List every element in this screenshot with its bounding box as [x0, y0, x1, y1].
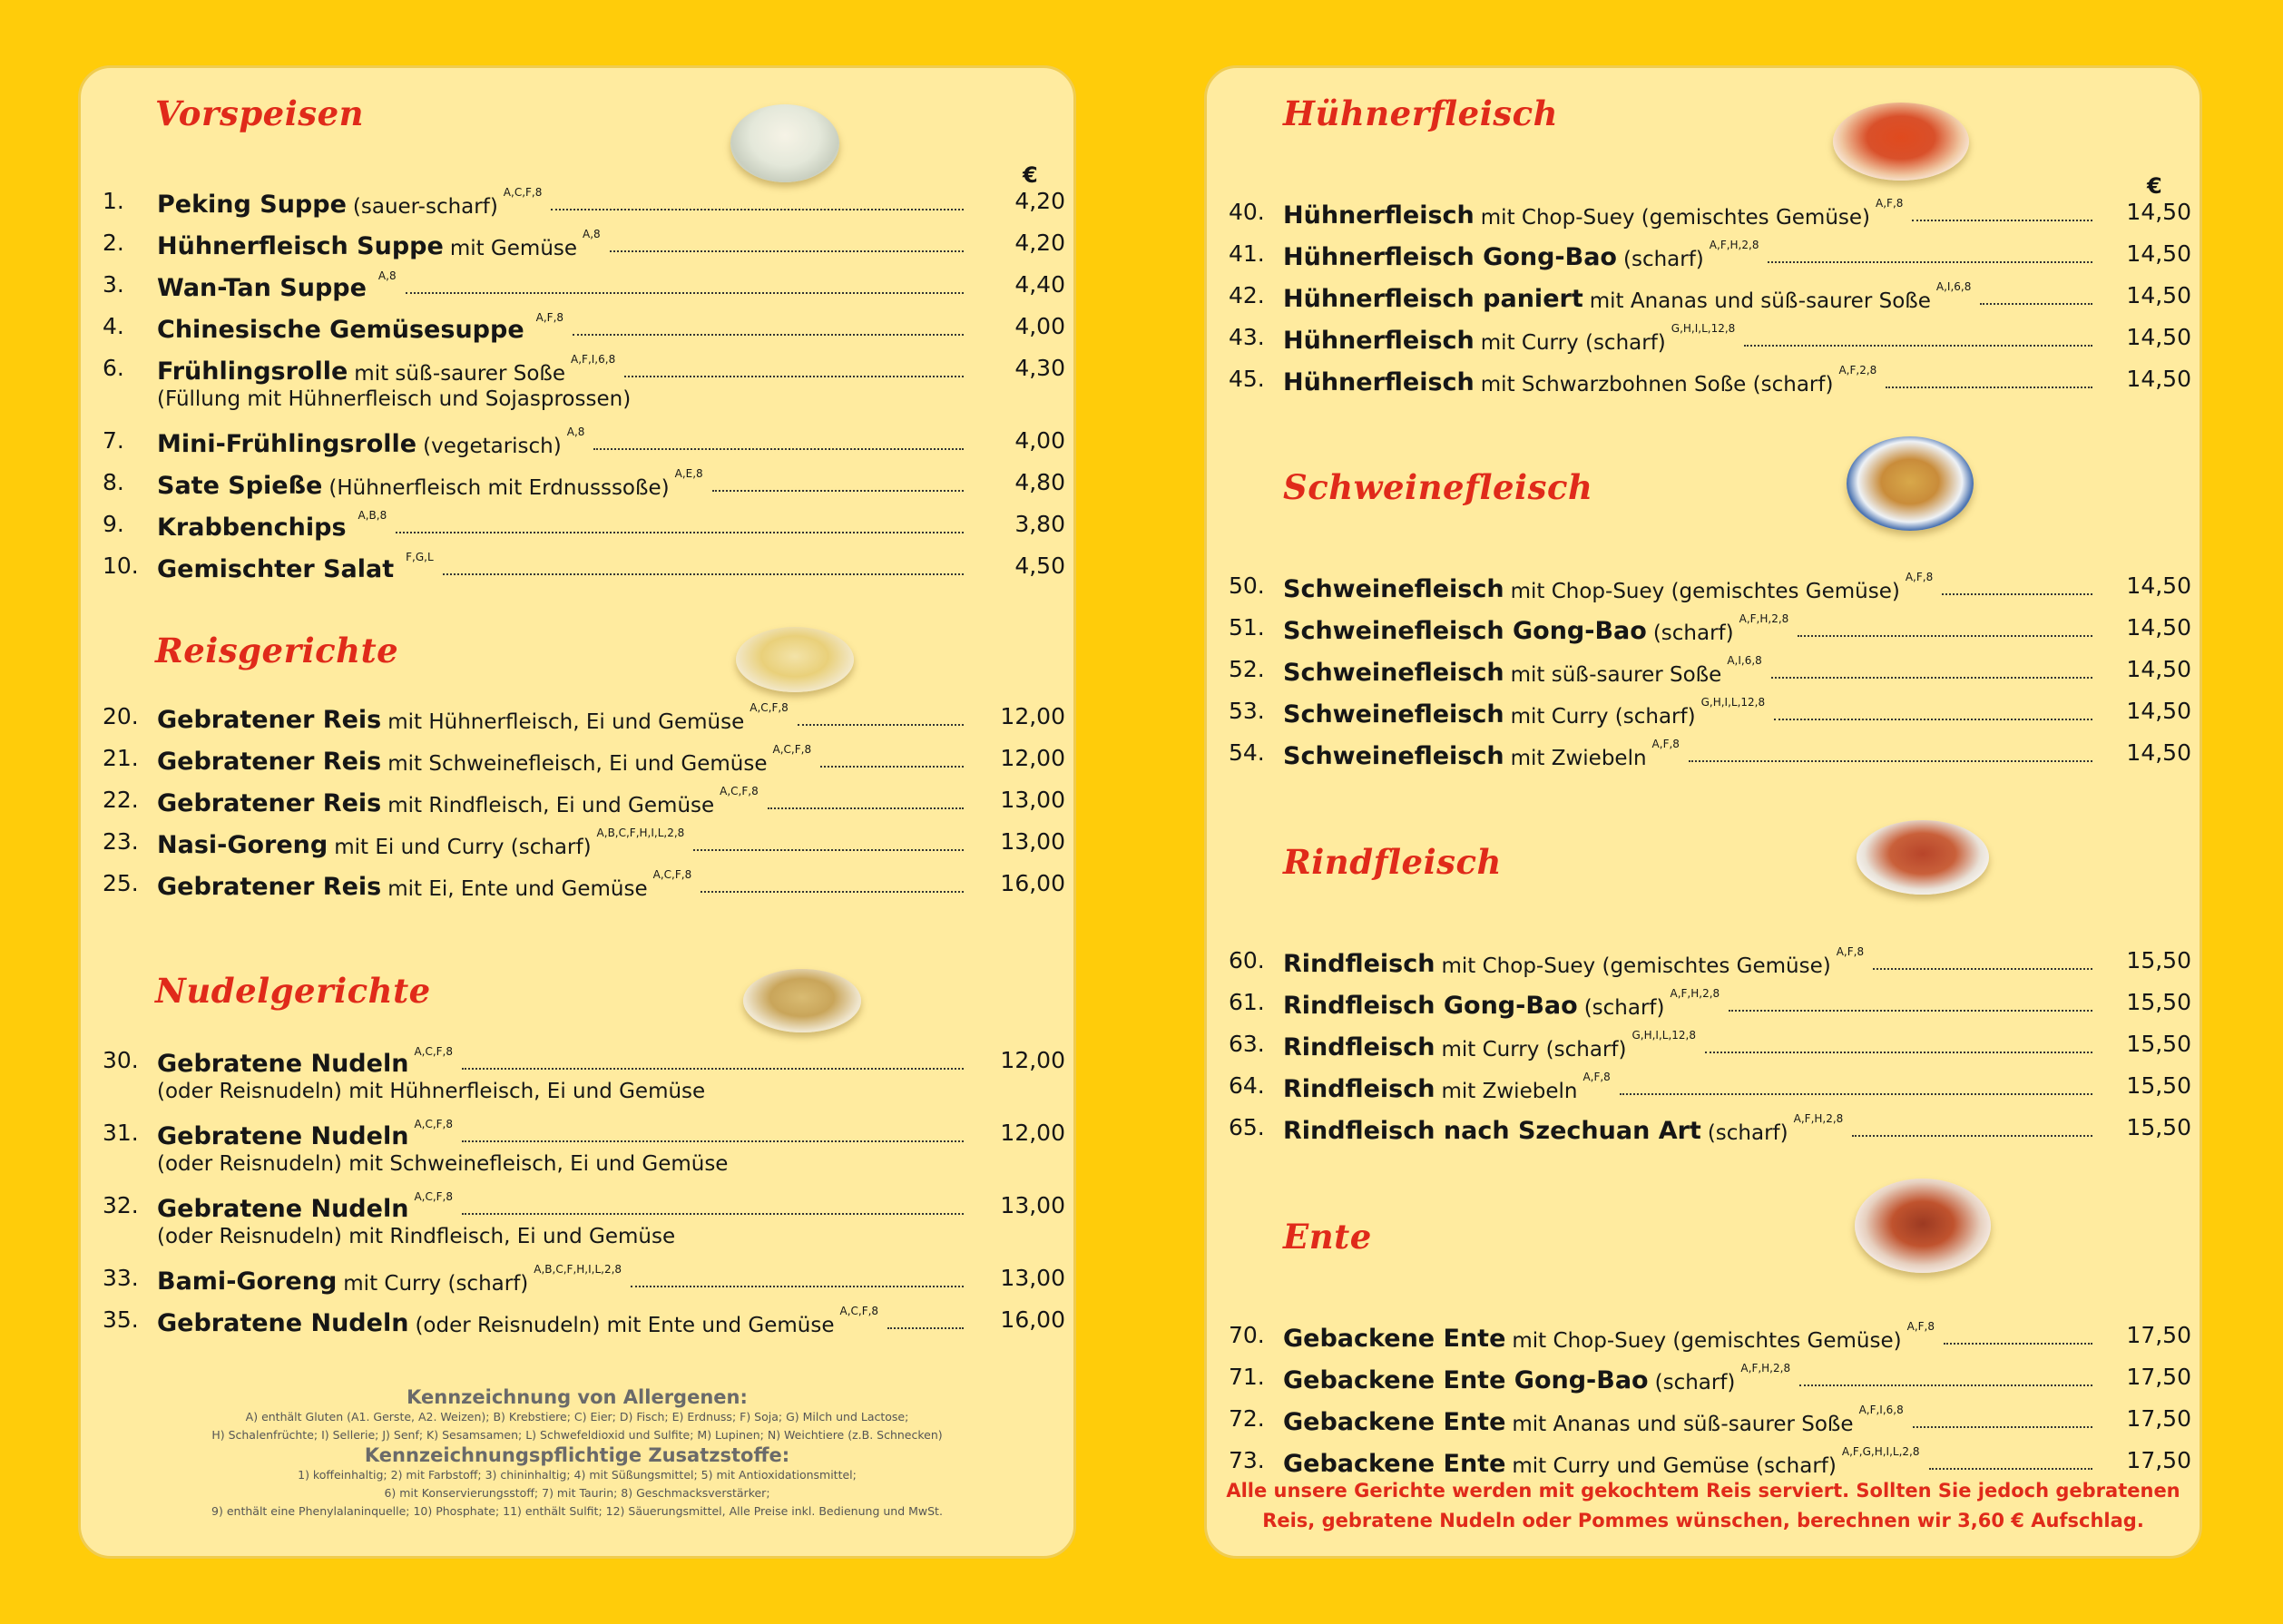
item-description: mit Hühnerfleisch, Ei und Gemüse: [387, 710, 745, 734]
item-name: Gebratene Nudeln: [157, 1309, 409, 1337]
rice-surcharge-note: [1207, 1476, 2200, 1536]
item-description: (scharf): [1652, 621, 1734, 645]
item-price: 12,00: [1000, 1120, 1065, 1146]
item-description: (Hühnerfleisch mit Erdnusssoße): [328, 476, 670, 500]
allergen-codes: G,H,I,L,12,8: [1700, 696, 1766, 709]
item-name: Rindfleisch: [1283, 1033, 1435, 1061]
item-name: Schweinefleisch: [1283, 575, 1504, 603]
allergen-codes: A,C,F,8: [652, 868, 692, 881]
item-number: 33.: [103, 1265, 139, 1291]
item-price: 12,00: [1000, 1047, 1065, 1073]
item-name: Gebackene Ente: [1283, 1325, 1506, 1353]
allergen-codes: A,F,I,6,8: [1858, 1404, 1904, 1416]
leader-dots: [1873, 968, 2092, 970]
item-price: 4,30: [1014, 355, 1065, 381]
item-price: 15,50: [2126, 947, 2191, 973]
item-price: 14,50: [2126, 572, 2191, 599]
allergen-codes: A,F,H,2,8: [1670, 987, 1720, 1000]
allergens-line: H) Schalenfrüchte; I) Sellerie; J) Senf; K) Sesamsamen; L) Schwefeldioxid und Sulfite; M) Lupinen; N) Weichtiere (z.B. Schnecken): [211, 1428, 943, 1442]
left-menu-panel: [78, 65, 1076, 1559]
item-name: Frühlingsrolle: [157, 357, 348, 386]
item-number: 25.: [103, 870, 139, 896]
item-price: 15,50: [2126, 1114, 2191, 1140]
leader-dots: [551, 209, 964, 210]
item-number: 3.: [103, 271, 124, 298]
item-price: 4,50: [1014, 553, 1065, 579]
leader-dots: [396, 532, 964, 533]
leader-dots: [462, 1213, 964, 1215]
menu-item: [1207, 567, 2200, 609]
item-name: Sate Spieße: [157, 472, 323, 500]
menu-item: [1207, 318, 2200, 360]
item-price: 15,50: [2126, 1072, 2191, 1099]
leader-dots: [1798, 635, 2092, 637]
leader-dots: [820, 766, 964, 768]
allergen-codes: A,F,G,H,I,L,2,8: [1841, 1445, 1920, 1458]
allergen-codes: A,F,H,2,8: [1740, 1362, 1791, 1375]
item-price: 14,50: [2126, 282, 2191, 308]
item-name: Peking Suppe: [157, 191, 347, 219]
item-name: Gebackene Ente: [1283, 1408, 1506, 1436]
allergen-codes: A,F,8: [1876, 197, 1904, 210]
item-price: 14,50: [2126, 614, 2191, 641]
item-name: Gebratene Nudeln: [157, 1122, 409, 1150]
menu-item: [81, 464, 1073, 505]
item-price: 17,50: [2126, 1322, 2191, 1348]
item-number: 45.: [1229, 366, 1265, 392]
leader-dots: [1913, 1426, 2092, 1428]
item-name: Gebratene Nudeln: [157, 1050, 409, 1078]
allergen-codes: A,F,8: [1651, 738, 1680, 750]
section-title: Nudelgerichte: [155, 971, 431, 1011]
item-list: [81, 1042, 1073, 1343]
note-line: Reis, gebratene Nudeln oder Pommes wünschen, berechnen wir 3,60 € Aufschlag.: [1262, 1510, 2144, 1531]
additives-heading: Kennzeichnungspflichtige Zusatzstoffe:: [364, 1444, 790, 1466]
allergens-heading: Kennzeichnung von Allergenen:: [407, 1386, 748, 1408]
leader-dots: [887, 1327, 964, 1329]
item-number: 52.: [1229, 656, 1265, 682]
leader-dots: [1729, 1010, 2092, 1012]
menu-item: [81, 266, 1073, 308]
item-price: 4,00: [1014, 313, 1065, 339]
item-price: 4,00: [1014, 427, 1065, 454]
item-name: Gebratene Nudeln: [157, 1195, 409, 1223]
allergen-codes: A,C,F,8: [414, 1045, 454, 1058]
item-description: (sauer-scharf): [352, 195, 498, 219]
item-description: mit Ananas und süß-saurer Soße: [1512, 1413, 1854, 1436]
item-description: (scharf): [1583, 996, 1665, 1020]
item-price: 17,50: [2126, 1405, 2191, 1432]
item-description: mit Ananas und süß-saurer Soße: [1589, 289, 1931, 313]
item-number: 35.: [103, 1306, 139, 1333]
menu-item: [1207, 360, 2200, 402]
right-menu-panel: [1204, 65, 2202, 1559]
item-name: Nasi-Goreng: [157, 831, 328, 859]
allergen-codes: A,F,H,2,8: [1739, 612, 1789, 625]
item-number: 21.: [103, 745, 139, 771]
item-price: 17,50: [2126, 1447, 2191, 1473]
section-title: Vorspeisen: [155, 93, 365, 133]
beef-dish-icon: [1857, 820, 1989, 895]
leader-dots: [1689, 760, 2092, 762]
item-subtext: (oder Reisnudeln) mit Schweinefleisch, Ei und Gemüse: [157, 1152, 729, 1176]
item-price: 14,50: [2126, 656, 2191, 682]
item-name: Gebackene Ente Gong-Bao: [1283, 1366, 1649, 1394]
additives-line: 6) mit Konservierungsstoff; 7) mit Taurin; 8) Geschmacksverstärker;: [384, 1486, 770, 1500]
item-name: Schweinefleisch: [1283, 742, 1504, 770]
leader-dots: [610, 250, 964, 252]
menu-item: [81, 182, 1073, 224]
item-name: Krabbenchips: [157, 514, 347, 542]
item-number: 71.: [1229, 1364, 1265, 1390]
item-description: mit Ei und Curry (scharf): [334, 836, 592, 859]
menu-item: [81, 865, 1073, 906]
item-description: mit Rindfleisch, Ei und Gemüse: [387, 794, 715, 817]
leader-dots: [1980, 303, 2092, 305]
menu-item: [81, 1259, 1073, 1301]
item-price: 13,00: [1000, 1265, 1065, 1291]
leader-dots: [1620, 1093, 2092, 1095]
section-title: Ente: [1283, 1217, 1372, 1257]
allergen-codes: A,8: [377, 269, 397, 282]
section-title: Reisgerichte: [155, 631, 399, 670]
pork-dish-icon: [1847, 436, 1974, 531]
note-line: Alle unsere Gerichte werden mit gekochtem Reis serviert. Sollten Sie jedoch gebratenen: [1226, 1480, 2180, 1502]
item-name: Schweinefleisch Gong-Bao: [1283, 617, 1647, 645]
menu-item: [1207, 277, 2200, 318]
item-description: mit süß-saurer Soße: [1510, 663, 1722, 687]
menu-item: [1207, 983, 2200, 1025]
allergen-codes: A,C,F,8: [414, 1118, 454, 1130]
allergen-codes: A,C,F,8: [414, 1190, 454, 1203]
allergen-codes: A,8: [566, 426, 585, 438]
item-name: Hühnerfleisch: [1283, 201, 1475, 230]
item-name: Rindfleisch: [1283, 950, 1435, 978]
item-list: [1207, 942, 2200, 1150]
leader-dots: [462, 1140, 964, 1142]
menu-item: [1207, 1358, 2200, 1400]
leader-dots: [693, 849, 964, 851]
item-price: 15,50: [2126, 989, 2191, 1015]
menu-item: [1207, 1109, 2200, 1150]
allergen-codes: G,H,I,L,12,8: [1631, 1029, 1697, 1042]
item-number: 6.: [103, 355, 124, 381]
item-price: 4,20: [1014, 188, 1065, 214]
item-description: mit Chop-Suey (gemischtes Gemüse): [1512, 1329, 1902, 1353]
menu-item: [81, 739, 1073, 781]
menu-item: [81, 547, 1073, 589]
leader-dots: [624, 376, 964, 377]
allergen-codes: A,C,F,8: [750, 701, 789, 714]
leader-dots: [701, 891, 964, 893]
item-description: mit Zwiebeln: [1441, 1080, 1578, 1103]
item-number: 41.: [1229, 240, 1265, 267]
item-list: [1207, 1316, 2200, 1483]
item-number: 31.: [103, 1120, 139, 1146]
leader-dots: [573, 334, 964, 336]
item-number: 61.: [1229, 989, 1265, 1015]
allergen-codes: A,8: [583, 228, 601, 240]
fried-rice-icon: [736, 627, 854, 692]
item-price: 4,40: [1014, 271, 1065, 298]
menu-item: [81, 1301, 1073, 1343]
allergen-codes: A,F,H,2,8: [1793, 1112, 1844, 1125]
item-description: mit Chop-Suey (gemischtes Gemüse): [1510, 580, 1900, 603]
menu-item: [1207, 1400, 2200, 1442]
item-number: 65.: [1229, 1114, 1265, 1140]
item-number: 23.: [103, 828, 139, 855]
item-price: 14,50: [2126, 199, 2191, 225]
item-price: 14,50: [2126, 739, 2191, 766]
item-name: Chinesische Gemüsesuppe: [157, 316, 524, 344]
item-description: mit Gemüse: [449, 237, 578, 260]
item-description: mit Schwarzbohnen Soße (scharf): [1480, 373, 1834, 396]
leader-dots: [1886, 386, 2092, 388]
allergen-codes: A,C,F,8: [839, 1305, 879, 1317]
menu-item: [81, 224, 1073, 266]
chicken-dish-icon: [1833, 103, 1969, 181]
item-number: 10.: [103, 553, 139, 579]
item-description: mit Chop-Suey (gemischtes Gemüse): [1441, 954, 1831, 978]
menu-item: [1207, 193, 2200, 235]
item-price: 12,00: [1000, 745, 1065, 771]
section-title: Hühnerfleisch: [1283, 93, 1559, 133]
leader-dots: [1768, 261, 2092, 263]
item-number: 20.: [103, 703, 139, 729]
allergen-codes: A,B,8: [358, 509, 387, 522]
item-number: 40.: [1229, 199, 1265, 225]
item-name: Mini-Frühlingsrolle: [157, 430, 417, 458]
item-name: Hühnerfleisch Gong-Bao: [1283, 243, 1617, 271]
item-number: 64.: [1229, 1072, 1265, 1099]
menu-item: [1207, 651, 2200, 692]
item-description: mit Curry und Gemüse (scharf): [1512, 1454, 1837, 1478]
item-number: 63.: [1229, 1031, 1265, 1057]
leader-dots: [1942, 593, 2092, 595]
item-description: mit Chop-Suey (gemischtes Gemüse): [1480, 206, 1871, 230]
leader-dots: [1771, 677, 2092, 679]
menu-item: [1207, 235, 2200, 277]
leader-dots: [1705, 1052, 2092, 1053]
menu-item: [81, 1187, 1073, 1259]
item-name: Rindfleisch nach Szechuan Art: [1283, 1117, 1701, 1145]
leader-dots: [768, 807, 964, 809]
item-description: mit Curry (scharf): [1441, 1038, 1627, 1061]
item-name: Rindfleisch Gong-Bao: [1283, 992, 1578, 1020]
item-price: 14,50: [2126, 324, 2191, 350]
menu-item: [1207, 1316, 2200, 1358]
item-name: Gebratener Reis: [157, 748, 382, 776]
item-description: mit Curry (scharf): [1510, 705, 1696, 729]
item-description: (scharf): [1654, 1371, 1736, 1394]
allergen-codes: A,I,6,8: [1935, 280, 1972, 293]
menu-item: [81, 505, 1073, 547]
allergen-codes: A,C,F,8: [772, 743, 812, 756]
item-description: mit Curry (scharf): [1480, 331, 1666, 355]
leader-dots: [406, 292, 964, 294]
item-description: mit Ei, Ente und Gemüse: [387, 877, 648, 901]
noodles-icon: [743, 969, 861, 1032]
item-number: 1.: [103, 188, 124, 214]
item-description: (scharf): [1622, 248, 1704, 271]
item-name: Hühnerfleisch: [1283, 327, 1475, 355]
allergen-codes: F,G,L: [406, 551, 434, 563]
additives-line: 1) koffeinhaltig; 2) mit Farbstoff; 3) chininhaltig; 4) mit Süßungsmittel; 5) mit Antioxidationsmittel;: [298, 1468, 857, 1482]
item-number: 4.: [103, 313, 124, 339]
allergen-codes: A,F,2,8: [1838, 364, 1877, 377]
item-name: Gebratener Reis: [157, 873, 382, 901]
item-name: Hühnerfleisch Suppe: [157, 232, 444, 260]
item-description: mit Schweinefleisch, Ei und Gemüse: [387, 752, 768, 776]
item-price: 4,20: [1014, 230, 1065, 256]
menu-item: [81, 308, 1073, 349]
item-price: 3,80: [1014, 511, 1065, 537]
leader-dots: [712, 490, 964, 492]
item-number: 9.: [103, 511, 124, 537]
item-number: 51.: [1229, 614, 1265, 641]
item-description: (oder Reisnudeln) mit Ente und Gemüse: [415, 1314, 835, 1337]
allergen-codes: A,C,F,8: [503, 186, 543, 199]
item-number: 60.: [1229, 947, 1265, 973]
allergen-codes: A,F,8: [535, 311, 564, 324]
leader-dots: [443, 573, 964, 575]
menu-item: [1207, 942, 2200, 983]
item-number: 50.: [1229, 572, 1265, 599]
menu-item: [81, 781, 1073, 823]
allergen-codes: A,C,F,8: [720, 785, 759, 797]
soup-bowl-icon: [730, 104, 839, 182]
leader-dots: [462, 1068, 964, 1070]
item-number: 53.: [1229, 698, 1265, 724]
item-name: Gebratener Reis: [157, 706, 382, 734]
item-number: 32.: [103, 1192, 139, 1218]
allergen-codes: A,F,8: [1906, 1320, 1935, 1333]
allergen-codes: A,B,C,F,H,I,L,2,8: [596, 827, 685, 839]
currency-symbol: €: [2147, 173, 2162, 199]
menu-item: [81, 823, 1073, 865]
leader-dots: [1774, 719, 2092, 720]
leader-dots: [1944, 1343, 2092, 1345]
menu-item: [81, 1042, 1073, 1114]
menu-item: [1207, 1067, 2200, 1109]
item-name: Hühnerfleisch paniert: [1283, 285, 1583, 313]
menu-item: [1207, 734, 2200, 776]
leader-dots: [1852, 1135, 2092, 1137]
item-description: mit Curry (scharf): [343, 1272, 529, 1296]
menu-item: [1207, 692, 2200, 734]
item-name: Gemischter Salat: [157, 555, 395, 583]
item-price: 13,00: [1000, 787, 1065, 813]
item-number: 30.: [103, 1047, 139, 1073]
section-title: Rindfleisch: [1283, 842, 1502, 882]
leader-dots: [631, 1286, 964, 1287]
item-name: Hühnerfleisch: [1283, 368, 1475, 396]
item-description: (vegetarisch): [423, 435, 562, 458]
item-price: 14,50: [2126, 698, 2191, 724]
item-name: Gebackene Ente: [1283, 1450, 1506, 1478]
leader-dots: [593, 448, 964, 450]
item-price: 15,50: [2126, 1031, 2191, 1057]
item-description: (scharf): [1707, 1121, 1788, 1145]
allergen-codes: A,F,8: [1905, 571, 1934, 583]
menu-item: [1207, 1025, 2200, 1067]
item-price: 17,50: [2126, 1364, 2191, 1390]
item-number: 2.: [103, 230, 124, 256]
menu-item: [81, 422, 1073, 464]
leader-dots: [1799, 1384, 2092, 1386]
duck-dish-icon: [1855, 1179, 1991, 1273]
item-price: 16,00: [1000, 1306, 1065, 1333]
item-description: mit Zwiebeln: [1510, 747, 1647, 770]
allergen-codes: A,F,8: [1836, 945, 1865, 958]
currency-symbol: €: [1023, 162, 1038, 188]
item-number: 43.: [1229, 324, 1265, 350]
item-price: 14,50: [2126, 240, 2191, 267]
allergens-line: A) enthält Gluten (A1. Gerste, A2. Weizen); B) Krebstiere; C) Eier; D) Fisch; E) Erdnuss; F) Soja; G) Milch und Lactose;: [245, 1410, 909, 1423]
allergen-codes: A,B,C,F,H,I,L,2,8: [534, 1263, 622, 1276]
allergen-codes: G,H,I,L,12,8: [1671, 322, 1736, 335]
item-subtext: (Füllung mit Hühnerfleisch und Sojasprossen): [157, 387, 632, 411]
leader-dots: [798, 724, 964, 726]
item-number: 73.: [1229, 1447, 1265, 1473]
allergen-codes: A,F,8: [1582, 1071, 1611, 1083]
item-name: Wan-Tan Suppe: [157, 274, 367, 302]
item-number: 7.: [103, 427, 124, 454]
leader-dots: [1929, 1468, 2093, 1470]
item-price: 13,00: [1000, 1192, 1065, 1218]
item-name: Schweinefleisch: [1283, 659, 1504, 687]
item-price: 16,00: [1000, 870, 1065, 896]
item-number: 8.: [103, 469, 124, 495]
item-description: mit süß-saurer Soße: [354, 362, 566, 386]
menu-item: [81, 1114, 1073, 1187]
allergen-codes: A,F,H,2,8: [1709, 239, 1759, 251]
item-number: 22.: [103, 787, 139, 813]
leader-dots: [1744, 345, 2092, 347]
menu-item: [1207, 609, 2200, 651]
allergen-codes: A,F,I,6,8: [571, 353, 616, 366]
item-number: 42.: [1229, 282, 1265, 308]
item-number: 70.: [1229, 1322, 1265, 1348]
item-subtext: (oder Reisnudeln) mit Rindfleisch, Ei und Gemüse: [157, 1225, 676, 1248]
item-price: 4,80: [1014, 469, 1065, 495]
item-number: 54.: [1229, 739, 1265, 766]
additives-line: 9) enthält eine Phenylalaninquelle; 10) Phosphate; 11) enthält Sulfit; 12) Säuerungsmittel, Alle Preise inkl. Bedienung und MwSt.: [211, 1504, 943, 1518]
item-price: 14,50: [2126, 366, 2191, 392]
item-price: 13,00: [1000, 828, 1065, 855]
leader-dots: [1912, 220, 2092, 221]
item-list: [81, 698, 1073, 906]
allergen-codes: A,I,6,8: [1727, 654, 1762, 667]
item-subtext: (oder Reisnudeln) mit Hühnerfleisch, Ei und Gemüse: [157, 1080, 706, 1103]
item-list: [1207, 193, 2200, 402]
item-price: 12,00: [1000, 703, 1065, 729]
item-name: Rindfleisch: [1283, 1075, 1435, 1103]
item-name: Gebratener Reis: [157, 789, 382, 817]
item-name: Schweinefleisch: [1283, 700, 1504, 729]
menu-item: [81, 698, 1073, 739]
section-title: Schweinefleisch: [1283, 467, 1593, 507]
item-name: Bami-Goreng: [157, 1267, 338, 1296]
item-number: 72.: [1229, 1405, 1265, 1432]
item-list: [1207, 567, 2200, 776]
allergen-codes: A,E,8: [674, 467, 703, 480]
item-list: [81, 182, 1073, 589]
menu-item: [81, 349, 1073, 422]
allergen-legend: [81, 1386, 1073, 1521]
